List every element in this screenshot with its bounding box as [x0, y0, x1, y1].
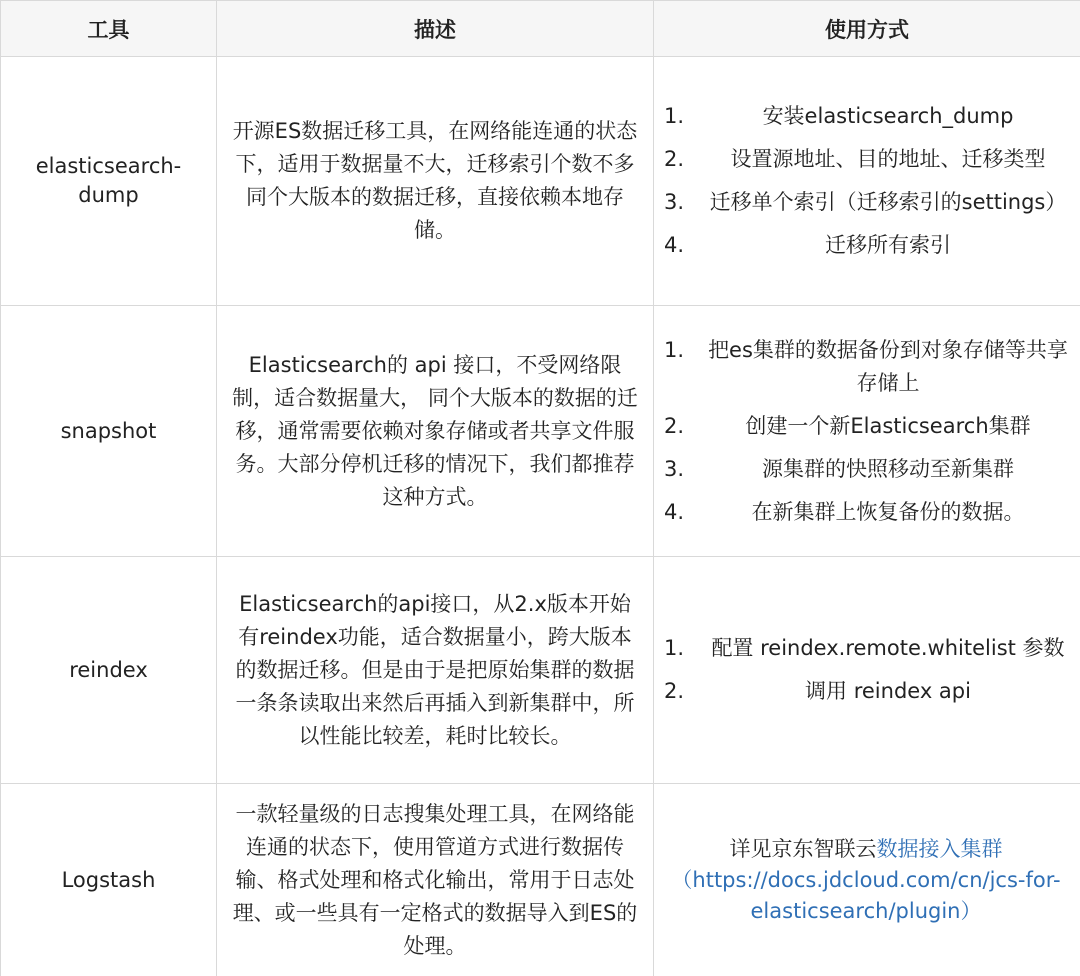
tool-description: Elasticsearch的api接口，从2.x版本开始有reindex功能，适合数据量小，跨大版本的数据迁移。但是由于是把原始集群的数据一条条读取出来然后再插入到新集群中，所以性能比较差，耗时比较长。: [217, 557, 654, 784]
usage-cell: [654, 557, 1080, 784]
tool-name: elasticsearch-dump: [1, 57, 217, 306]
step-text: 迁移所有索引: [825, 233, 951, 257]
header-description: 描述: [217, 1, 654, 57]
table-header-row: [1, 1, 1080, 57]
tool-description: Elasticsearch的 api 接口，不受网络限制，适合数据量大， 同个大版本的数据的迁移，通常需要依赖对象存储或者共享文件服务。大部分停机迁移的情况下，我们都推荐这种方式。: [217, 306, 654, 557]
usage-step: [664, 334, 1068, 400]
usage-step: [664, 675, 1068, 708]
usage-step: [664, 410, 1068, 443]
step-number: 2.: [664, 147, 685, 171]
tool-name: snapshot: [1, 306, 217, 557]
step-text: 配置 reindex.remote.whitelist 参数: [711, 636, 1065, 660]
tool-name: reindex: [1, 557, 217, 784]
step-text: 创建一个新Elasticsearch集群: [745, 413, 1031, 438]
step-number: 4.: [664, 499, 685, 524]
step-text: 调用 reindex api: [805, 679, 971, 703]
usage-steps: [664, 100, 1068, 262]
usage-prefix: 详见京东智联云: [729, 836, 877, 861]
step-number: 1.: [664, 337, 685, 362]
usage-steps: [664, 632, 1068, 708]
usage-step: [664, 453, 1068, 486]
step-number: 1.: [664, 636, 685, 660]
step-number: 2.: [664, 413, 685, 438]
step-text: 在新集群上恢复备份的数据。: [751, 499, 1025, 524]
table-row: [1, 784, 1080, 976]
header-tool: 工具: [1, 1, 217, 57]
step-text: 安装elasticsearch_dump: [762, 104, 1014, 128]
step-number: 3.: [664, 190, 685, 214]
usage-steps: [664, 334, 1068, 529]
usage-step: [664, 186, 1068, 219]
table-row: [1, 57, 1080, 306]
step-number: 4.: [664, 233, 685, 257]
usage-step: [664, 496, 1068, 529]
step-text: 设置源地址、目的地址、迁移类型: [730, 147, 1046, 171]
step-text: 源集群的快照移动至新集群: [762, 456, 1014, 481]
step-number: 2.: [664, 679, 685, 703]
usage-step: [664, 143, 1068, 176]
tool-description: 一款轻量级的日志搜集处理工具，在网络能连通的状态下，使用管道方式进行数据传输、格式处理和格式化输出，常用于日志处理、或一些具有一定格式的数据导入到ES的处理。: [217, 784, 654, 976]
header-usage: 使用方式: [654, 1, 1080, 57]
usage-step: [664, 229, 1068, 262]
usage-text: [664, 834, 1068, 927]
step-text: 把es集群的数据备份到对象存储等共享存储上: [708, 337, 1068, 395]
step-number: 3.: [664, 456, 685, 481]
tool-description: 开源ES数据迁移工具，在网络能连通的状态下，适用于数据量不大，迁移索引个数不多同个大版本的数据迁移，直接依赖本地存储。: [217, 57, 654, 306]
usage-cell: [654, 306, 1080, 557]
usage-cell: [654, 784, 1080, 976]
table-row: [1, 306, 1080, 557]
tool-name: Logstash: [1, 784, 217, 976]
usage-cell: [654, 57, 1080, 306]
usage-step: [664, 632, 1068, 665]
docs-link[interactable]: 数据接入集群（https://docs.jdcloud.com/cn/jcs-for-elasticsearch/plugin）: [671, 836, 1061, 923]
step-number: 1.: [664, 104, 685, 128]
usage-step: [664, 100, 1068, 133]
table-row: [1, 557, 1080, 784]
step-text: 迁移单个索引（迁移索引的settings）: [709, 190, 1067, 214]
